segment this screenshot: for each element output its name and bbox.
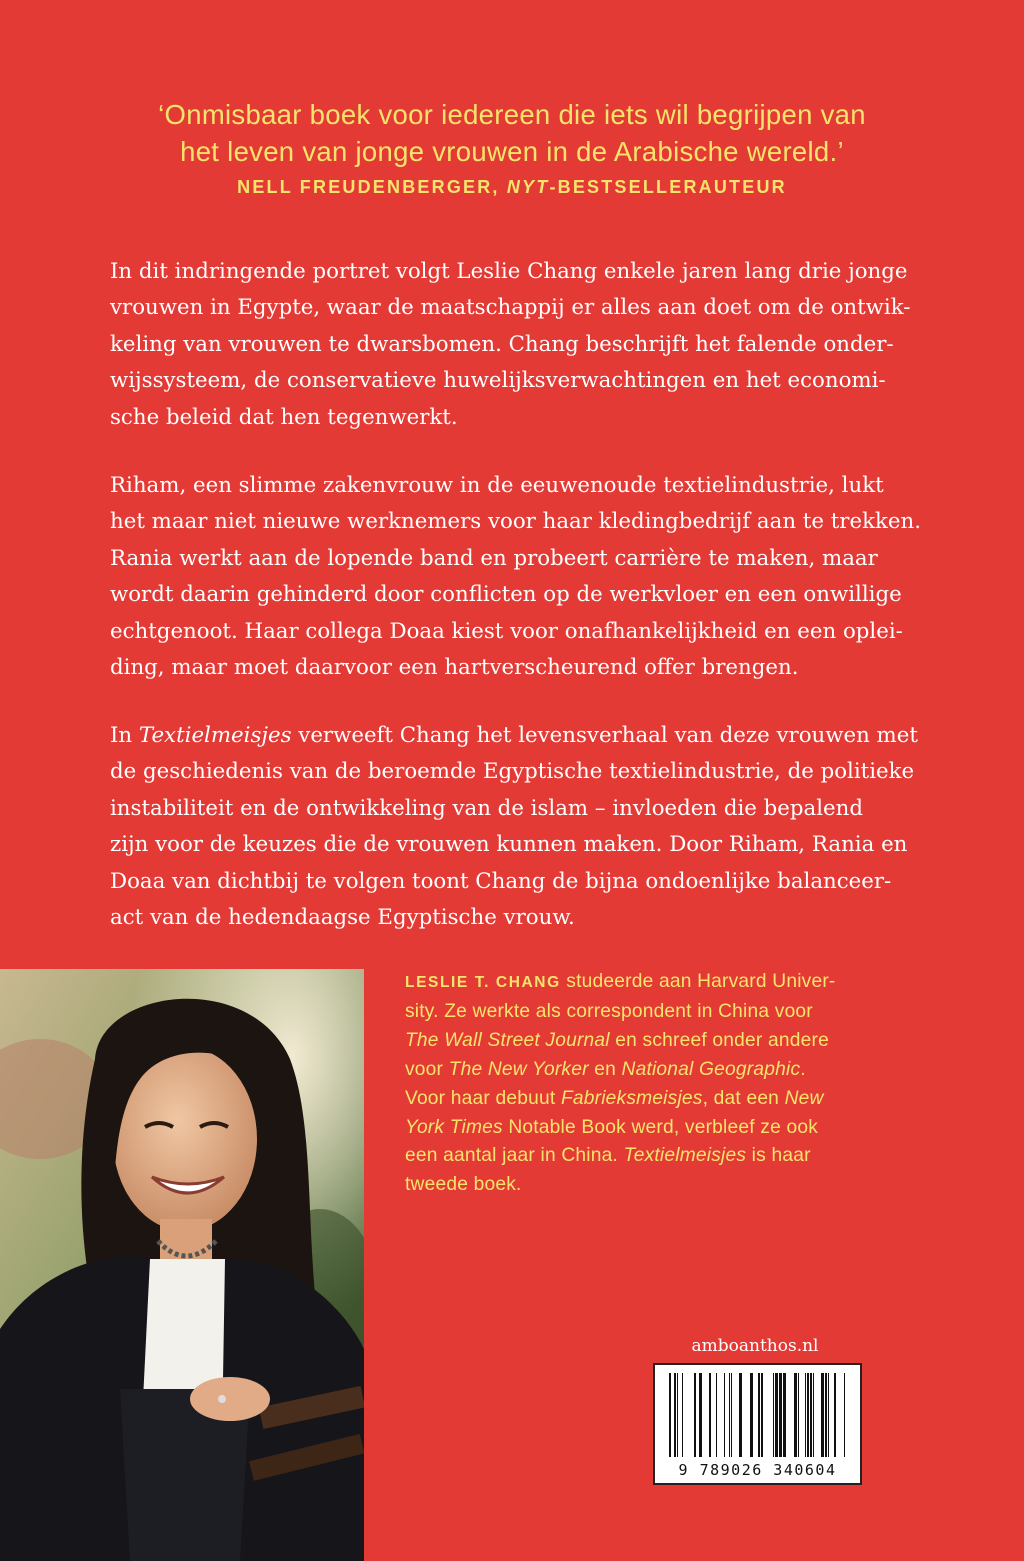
book-title-italic: Textielmeisjes [138,723,292,748]
isbn-barcode [653,1363,862,1485]
text-run: studeerde aan Harvard Univer- [560,971,836,992]
paragraph-2 [110,468,940,686]
barcode-bar [709,1373,711,1457]
author-name: LESLIE T. CHANG [405,974,561,991]
bio-line: tweede boek. [405,1174,522,1196]
publication-italic: New [784,1087,824,1109]
quote-attribution [0,177,1024,198]
text-line: act van de hedendaagse Egyptische vrouw. [110,905,575,931]
barcode-bar [677,1373,678,1457]
barcode-bar [813,1373,814,1457]
text-run: verweeft Chang het levensverhaal van deze vrouwen met [291,723,918,748]
book-title-italic: Textielmeisjes [623,1145,747,1167]
text-run: , dat een [702,1087,785,1109]
text-line: de geschiedenis van de beroemde Egyptische textielindustrie, de politieke [110,759,915,785]
barcode-bar [739,1373,742,1457]
author-photo [0,969,364,1561]
text-line: instabiliteit en de ontwikkeling van de islam – invloeden die bepalend [110,795,863,821]
text-run: voor [405,1058,449,1080]
barcode-bar [761,1373,763,1457]
barcode-bar [669,1373,671,1457]
publication-italic: York Times [405,1116,503,1138]
bio-line [405,1056,925,1085]
text-run: een aantal jaar in China. [405,1145,624,1167]
bio-line [405,1085,925,1114]
bio-line [405,1142,925,1171]
publication-italic: The Wall Street Journal [405,1029,610,1051]
barcode-bar [834,1373,836,1457]
text-run: In [110,723,139,748]
barcode-bar [750,1373,753,1457]
text-line: zijn voor de keuzes die de vrouwen kunnen maken. Door Riham, Rania en [110,832,908,858]
attribution-name: NELL FREUDENBERGER, [237,177,507,197]
barcode-bar [783,1373,786,1457]
text-line: vrouwen in Egypte, waar de maatschappij er alles aan doet om de ontwik- [110,295,911,321]
barcode-bar [821,1373,824,1457]
barcode-bar [798,1373,799,1457]
barcode-bar [794,1373,797,1457]
quote-line: ‘Onmisbaar boek voor iedereen die iets wil begrijpen van [158,99,866,130]
bio-line: sity. Ze werkte als correspondent in China voor [405,1000,813,1022]
text-line: echtgenoot. Haar collega Doaa kiest voor onafhankelijkheid en een oplei- [110,618,903,644]
text-line: Rania werkt aan de lopende band en probeert carrière te maken, maar [110,545,878,571]
barcode-bar [674,1373,676,1457]
barcode-bar [716,1373,717,1457]
text-run: is haar [746,1145,811,1167]
text-line: Doaa van dichtbij te volgen toont Chang de bijna ondoenlijke balanceer- [110,868,892,894]
text-line: wijssysteem, de conservatieve huwelijksverwachtingen en het economi- [110,368,886,394]
bio-line [405,1027,925,1056]
book-title-italic: Fabrieksmeisjes [560,1087,703,1109]
bio-line [405,1114,925,1143]
text-run: . [800,1058,806,1080]
text-run: Notable Book werd, verbleef ze ook [502,1116,819,1138]
paragraph-1 [110,254,940,436]
barcode-bar [844,1373,845,1457]
barcode-bar [773,1373,774,1457]
barcode-bar [805,1373,806,1457]
text-line: sche beleid dat hen tegenwerkt. [110,404,458,430]
publication-italic: The New Yorker [448,1058,589,1080]
text-line: Riham, een slimme zakenvrouw in de eeuwenoude textielindustrie, lukt [110,473,884,498]
text-line: wordt daarin gehinderd door conflicten op de werkvloer en een onwillige [110,582,902,608]
paragraph-3 [110,718,940,936]
text-run: Voor haar debuut [405,1087,561,1109]
barcode-bar [825,1373,827,1457]
barcode-bar [682,1373,683,1457]
author-photo-illustration [0,969,364,1561]
barcode-bar [731,1373,732,1457]
barcode-bars [655,1365,860,1460]
author-bio [405,968,925,1200]
publisher-website[interactable]: amboanthos.nl [691,1336,819,1356]
quote-line: het leven van jonge vrouwen in de Arabische wereld.’ [180,136,844,167]
text-line: het maar niet nieuwe werknemers voor haar kledingbedrijf aan te trekken. [110,509,921,535]
barcode-bar [810,1373,812,1457]
isbn-number: 9 789026 340604 [678,1461,837,1479]
text-run: en [588,1058,622,1080]
attribution-italic: NYT [506,177,550,197]
bio-line [405,968,925,998]
barcode-bar [807,1373,809,1457]
attribution-rest: -BESTSELLERAUTEUR [549,177,787,197]
barcode-bar [758,1373,760,1457]
barcode-bar [775,1373,778,1457]
pull-quote [0,96,1024,198]
text-line: ding, maar moet daarvoor een hartverscheurend offer brengen. [110,655,799,681]
text-line: In dit indringende portret volgt Leslie Chang enkele jaren lang drie jonge [110,259,908,284]
barcode-bar [828,1373,829,1457]
publication-italic: National Geographic [621,1058,801,1080]
barcode-bar [779,1373,782,1457]
text-line [110,718,940,754]
text-line: keling van vrouwen te dwarsbomen. Chang beschrijft het falende onder- [110,331,894,357]
barcode-bar [724,1373,725,1457]
barcode-bar [694,1373,696,1457]
text-run: en schreef onder andere [609,1029,829,1051]
barcode-bar [699,1373,702,1457]
barcode-bar [729,1373,730,1457]
